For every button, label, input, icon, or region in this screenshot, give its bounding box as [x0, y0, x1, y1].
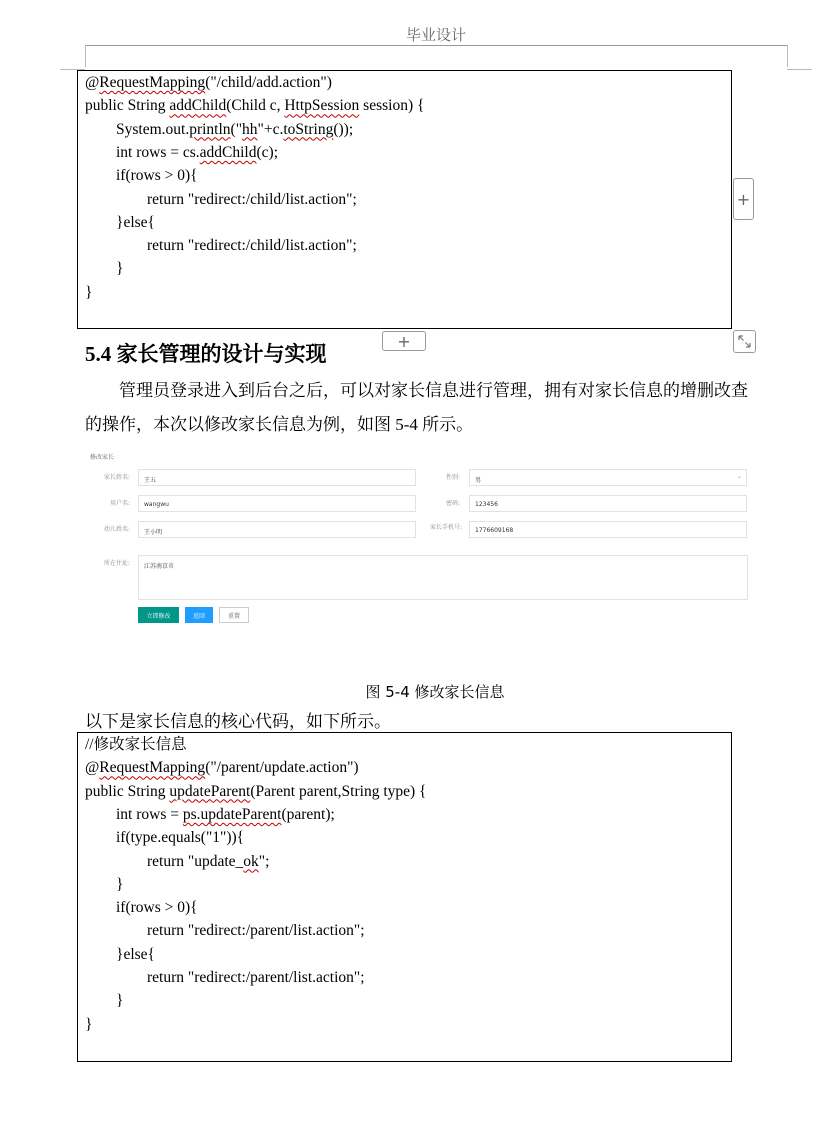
code-line: @RequestMapping("/child/add.action"): [85, 74, 332, 91]
address-textarea[interactable]: 江苏南京市: [138, 555, 748, 600]
code-line: @RequestMapping("/parent/update.action"): [85, 759, 359, 777]
code-line: return "redirect:/child/list.action";: [85, 190, 357, 208]
form-title: 修改家长: [90, 454, 115, 461]
plus-icon: +: [736, 189, 751, 209]
spellcheck-underline: RequestMapping: [99, 759, 206, 777]
submit-button[interactable]: 立即修改: [138, 607, 179, 623]
spellcheck-underline: println: [189, 120, 231, 138]
table-add-row-button[interactable]: [382, 331, 426, 351]
body-paragraph-line-1: 管理员登录进入到后台之后，可以对家长信息进行管理，拥有对家长信息的增删改查: [119, 381, 748, 400]
code-block-add-child[interactable]: [77, 70, 732, 329]
parent-name-label: 家长姓名:: [103, 474, 130, 481]
code-line: public String updateParent(Parent parent,String type) {: [85, 782, 427, 800]
margin-corner-right: [787, 45, 788, 67]
code-line: }: [85, 260, 124, 278]
reset-button[interactable]: 重置: [219, 607, 249, 623]
resize-icon: [737, 334, 752, 349]
code-line: }: [85, 875, 124, 893]
code-line: int rows = ps.updateParent(parent);: [85, 805, 335, 823]
code-line: return "update_ok";: [85, 852, 270, 870]
spellcheck-underline: toString: [283, 120, 334, 138]
code-line: return "redirect:/parent/list.action";: [85, 922, 365, 940]
phone-field[interactable]: 1776609168: [469, 521, 747, 538]
code-line: System.out.println("hh"+c.toString());: [85, 120, 354, 138]
spellcheck-underline: ok: [243, 852, 259, 870]
spellcheck-underline: ps.updateParent: [182, 805, 282, 823]
spellcheck-underline: hh: [242, 120, 258, 138]
child-name-field[interactable]: 王小明: [138, 521, 416, 538]
table-resize-handle[interactable]: [733, 330, 756, 353]
code-line: //修改家长信息: [85, 736, 187, 753]
code-intro-text: 以下是家长信息的核心代码，如下所示。: [85, 712, 391, 731]
gender-value: 男: [475, 477, 482, 484]
figure-edit-parent-screenshot: [86, 448, 758, 630]
code-line: if(rows > 0){: [85, 167, 198, 185]
margin-corner-left: [85, 45, 86, 67]
margin-mark-right: [787, 69, 812, 70]
back-button[interactable]: 返回: [185, 607, 213, 623]
code-line: int rows = cs.addChild(c);: [85, 143, 279, 161]
code-block-update-parent[interactable]: [77, 732, 732, 1062]
spellcheck-underline: updateParent: [169, 782, 251, 800]
code-line: }: [85, 283, 93, 301]
header-rule: [85, 45, 787, 46]
page-header-title: 毕业设计: [405, 26, 466, 44]
password-label: 密码:: [445, 500, 460, 507]
figure-caption: 图 5-4 修改家长信息: [365, 683, 505, 701]
code-line: }: [85, 1015, 93, 1033]
spellcheck-underline: RequestMapping: [99, 74, 206, 91]
spellcheck-underline: addChild: [199, 143, 257, 161]
parent-name-field[interactable]: 王五: [138, 469, 416, 486]
code-line: public String addChild(Child c, HttpSession session) {: [85, 97, 425, 115]
code-line: if(type.equals("1")){: [85, 829, 245, 847]
spellcheck-underline: addChild: [169, 97, 227, 115]
plus-icon: +: [397, 331, 411, 351]
section-heading: 5.4 家长管理的设计与实现: [85, 342, 327, 366]
child-name-label: 幼儿姓名:: [103, 526, 130, 533]
code-line: }: [85, 992, 124, 1010]
chevron-down-icon: ⌄: [736, 473, 742, 480]
username-field[interactable]: wangwu: [138, 495, 416, 512]
table-add-column-button[interactable]: [733, 178, 754, 220]
code-line: if(rows > 0){: [85, 899, 198, 917]
username-label: 用户名:: [109, 500, 130, 507]
code-line: }else{: [85, 945, 155, 963]
phone-label: 家长手机号:: [429, 524, 462, 531]
password-field[interactable]: 123456: [469, 495, 747, 512]
code-line: return "redirect:/child/list.action";: [85, 237, 357, 255]
code-line: return "redirect:/parent/list.action";: [85, 969, 365, 986]
address-label: 所在住址:: [103, 560, 130, 567]
gender-select[interactable]: [469, 469, 747, 486]
spellcheck-underline: HttpSession: [284, 97, 360, 115]
body-paragraph-line-2: 的操作，本次以修改家长信息为例，如图 5-4 所示。: [85, 415, 474, 434]
gender-label: 性别:: [445, 474, 460, 481]
code-line: }else{: [85, 213, 155, 231]
